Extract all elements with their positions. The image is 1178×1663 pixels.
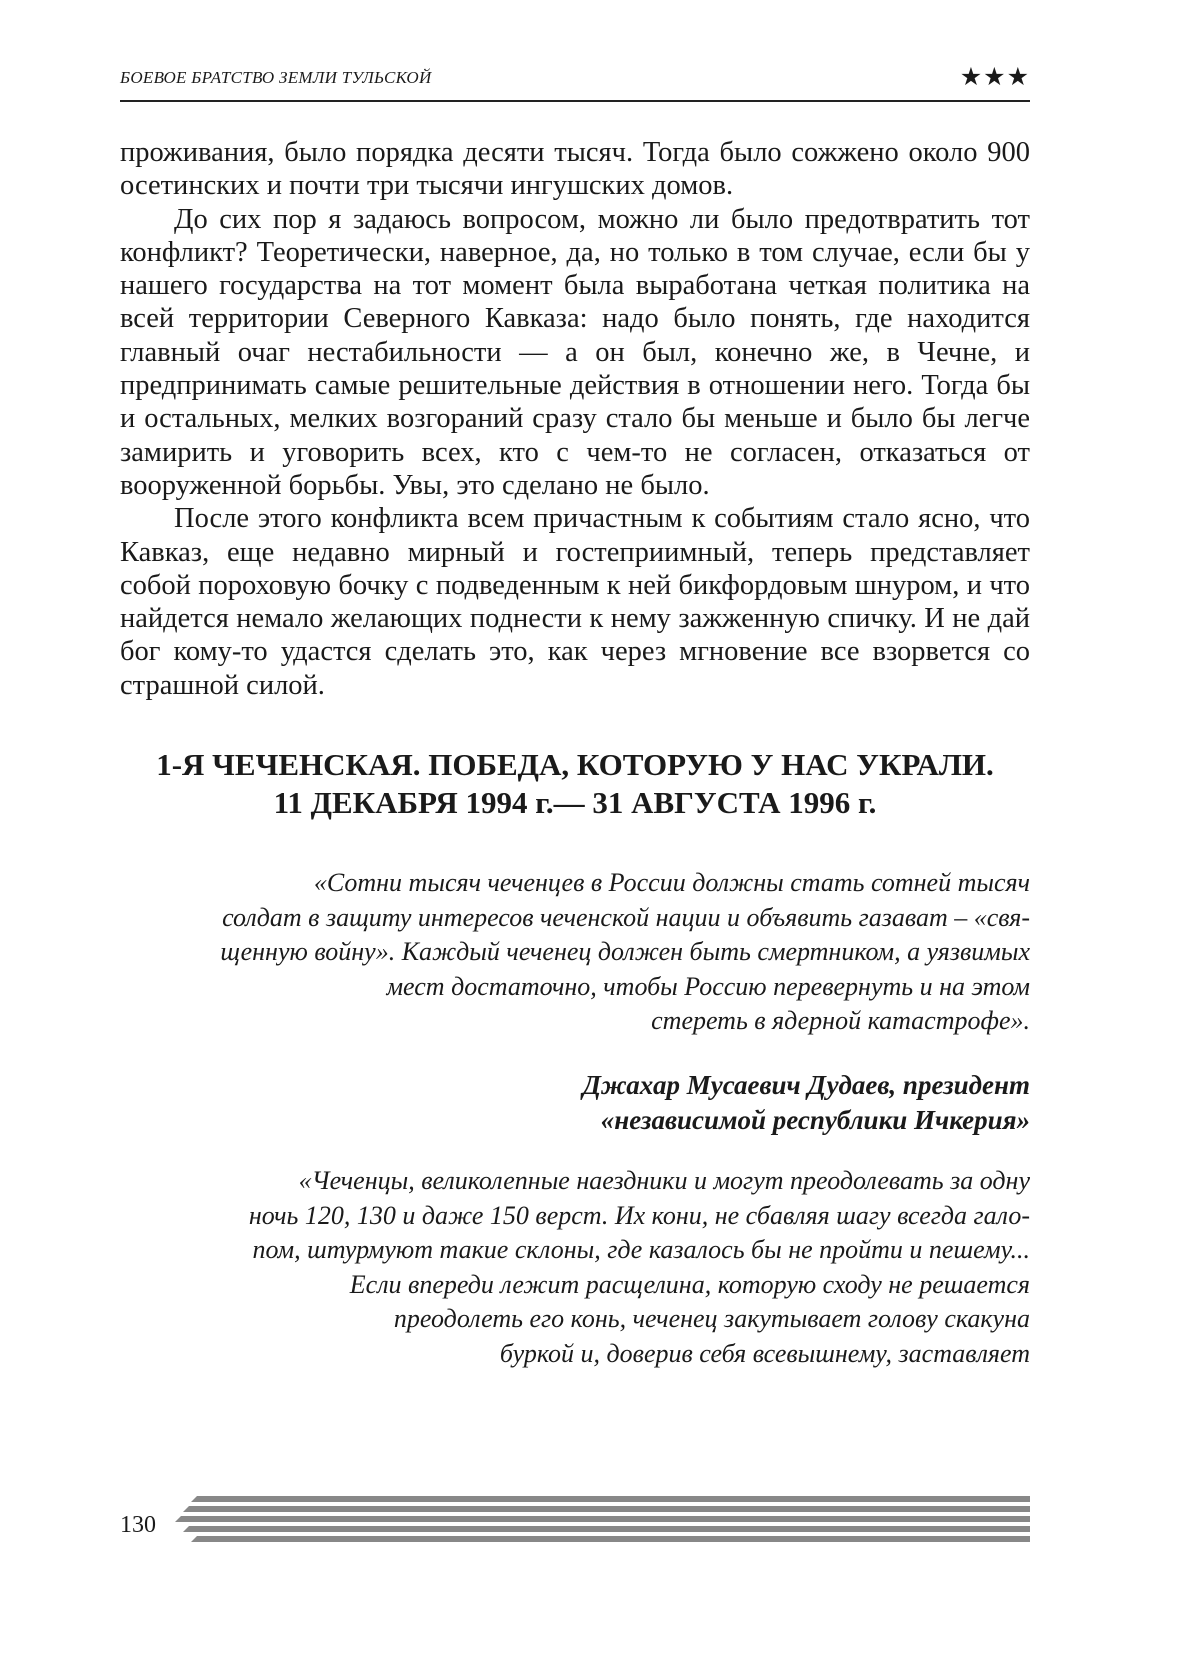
running-title: БОЕВОЕ БРАТСТВО ЗЕМЛИ ТУЛЬСКОЙ xyxy=(120,68,432,87)
epigraph-line: солдат в защиту интересов чеченской нации и объявить газават – «свя- xyxy=(222,902,1030,932)
attribution-line: Джахар Мусаевич Дудаев, президент xyxy=(582,1070,1030,1100)
body-text xyxy=(120,136,1030,702)
quote-attribution xyxy=(583,1068,1030,1137)
epigraph-line: Если впереди лежит расщелина, которую сходу не решается xyxy=(349,1269,1030,1299)
page-header xyxy=(120,60,1030,102)
epigraph-line: пом, штурмуют такие склоны, где казалось бы не пройти и пешему... xyxy=(252,1235,1030,1264)
epigraph-quote xyxy=(220,866,1030,1039)
footer-stripe xyxy=(191,1536,1030,1542)
epigraph-line: щенную войну». Каждый чеченец должен быть смертником, а уязвимых xyxy=(220,937,1030,966)
attribution-line: «независимой республики Ичкерия» xyxy=(600,1104,1030,1135)
epigraph-line: преодолеть его конь, чеченец закутывает голову скакуна xyxy=(393,1304,1030,1333)
epigraph-line: «Чеченцы, великолепные наездники и могут преодолевать за одну xyxy=(298,1166,1030,1195)
footer-stripes xyxy=(175,1496,1030,1544)
footer-stripe xyxy=(175,1516,1030,1522)
paragraph: После этого конфликта всем причастным к событиям стало ясно, что Кавказ, еще недавно мирный и гостеприимный, теперь представляет собой пороховую бочку с подведенным к ней бикфордовым шнуром, и что найдется немало желающих поднести к нему зажженную спичку. И не дай бог кому-то удастся сделать это, как через мгновение все взорвется со страшной силой. xyxy=(120,503,1030,701)
section-heading-line: 1-Я ЧЕЧЕНСКАЯ. ПОБЕДА, КОТОРУЮ У НАС УКРАЛИ. xyxy=(156,747,994,782)
epigraph-line: буркой и, доверив себя всевышнему, заставляет xyxy=(499,1338,1030,1368)
epigraph-line: мест достаточно, чтобы Россию перевернуть и на этом xyxy=(386,971,1030,1001)
footer-stripe xyxy=(183,1526,1030,1532)
epigraph-line: ночь 120, 130 и даже 150 верст. Их кони, не сбавляя шагу всегда гало- xyxy=(248,1200,1030,1230)
epigraph-line: стереть в ядерной катастрофе». xyxy=(651,1006,1030,1035)
paragraph: проживания, было порядка десяти тысяч. Тогда было сожжено около 900 осетинских и почти три тысячи ингушских домов. xyxy=(120,137,1030,202)
paragraph: До сих пор я задаюсь вопросом, можно ли было предотвратить тот конфликт? Теоретически, наверное, да, но только в том случае, если бы у нашего государства на тот момент была выработана четкая политика на всей территории Северного Кавказа: надо было понять, где находится главный очаг нестабильности — а он был, конечно же, в Чечне, и предпринимать самые решительные действия в отношении него. Тогда бы и остальных, мелких возгораний сразу стало бы меньше и было бы легче замирить и уговорить всех, кто с чем-то не согласен, отказаться от вооруженной борьбы. Увы, это сделано не было. xyxy=(120,203,1030,501)
page-number: 130 xyxy=(120,1512,156,1538)
section-heading xyxy=(120,746,1030,822)
footer-stripe xyxy=(191,1496,1030,1502)
epigraph-quote xyxy=(249,1164,1030,1371)
epigraph-line: «Сотни тысяч чеченцев в России должны стать сотней тысяч xyxy=(313,868,1030,897)
section-heading-line: 11 ДЕКАБРЯ 1994 г.— 31 АВГУСТА 1996 г. xyxy=(273,785,877,820)
footer-stripe xyxy=(183,1506,1030,1512)
stars-ornament: ★★★ xyxy=(959,64,1030,91)
